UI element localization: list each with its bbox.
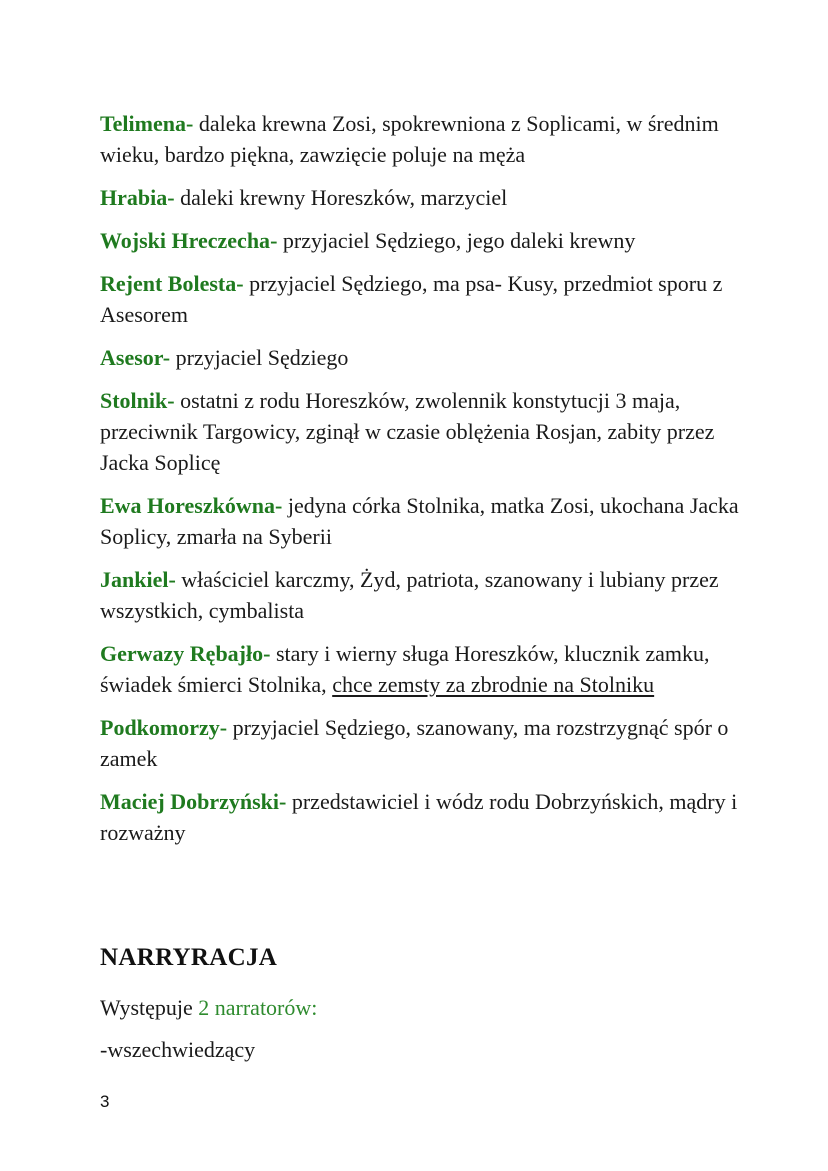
character-entry-telimena bbox=[100, 108, 740, 170]
name-dash: - bbox=[168, 567, 176, 592]
character-name: Gerwazy Rębajło bbox=[100, 641, 264, 666]
character-name: Maciej Dobrzyński bbox=[100, 789, 280, 814]
character-name: Asesor bbox=[100, 345, 163, 370]
character-entry-hrabia bbox=[100, 182, 740, 213]
name-dash: - bbox=[236, 271, 244, 296]
character-name: Telimena bbox=[100, 111, 186, 136]
character-entry-podkomorzy bbox=[100, 712, 740, 774]
character-description: stary i wierny sługa Horeszków, klucznik zamku, świadek śmierci Stolnika, bbox=[100, 641, 710, 697]
character-description: przyjaciel Sędziego, ma psa- Kusy, przedmiot sporu z Asesorem bbox=[100, 271, 723, 327]
character-name: Wojski Hreczecha bbox=[100, 228, 271, 253]
character-name: Hrabia bbox=[100, 185, 168, 210]
name-dash: - bbox=[167, 185, 175, 210]
page-number: 3 bbox=[100, 1092, 110, 1111]
character-entry-gerwazy bbox=[100, 638, 740, 700]
name-dash: - bbox=[167, 388, 175, 413]
name-dash: - bbox=[275, 493, 283, 518]
character-entry-maciej bbox=[100, 786, 740, 848]
character-description: właściciel karczmy, Żyd, patriota, szanowany i lubiany przez wszystkich, cymbalista bbox=[100, 567, 719, 623]
section-heading: NARRYRACJA bbox=[100, 944, 278, 971]
character-entry-stolnik bbox=[100, 385, 740, 478]
character-name: Ewa Horeszkówna bbox=[100, 493, 275, 518]
name-dash: - bbox=[185, 111, 194, 136]
underlined-text: chce zemsty za zbrodnie na Stolniku bbox=[332, 672, 655, 697]
character-entry-rejent bbox=[100, 268, 740, 330]
name-dash: - bbox=[270, 228, 278, 253]
character-description: daleki krewny Horeszków, marzyciel bbox=[174, 185, 508, 210]
character-description: ostatni z rodu Horeszków, zwolennik konstytucji 3 maja, przeciwnik Targowicy, zginął w czasie oblężenia Rosjan, zabity przez Jacka Soplicę bbox=[100, 388, 715, 475]
character-entry-jankiel bbox=[100, 564, 740, 626]
character-entry-ewa bbox=[100, 490, 740, 552]
character-name: Podkomorzy bbox=[100, 715, 220, 740]
name-dash: - bbox=[279, 789, 287, 814]
character-list bbox=[100, 108, 740, 860]
character-description: przedstawiciel i wódz rodu Dobrzyńskich, mądry i rozważny bbox=[100, 789, 738, 845]
character-description: przyjaciel Sędziego, jego daleki krewny bbox=[277, 228, 636, 253]
name-dash: - bbox=[162, 345, 171, 370]
narrator-count-line bbox=[100, 993, 317, 1023]
character-description: przyjaciel Sędziego bbox=[170, 345, 349, 370]
narrator-prefix: Występuje bbox=[100, 995, 199, 1020]
character-description: daleka krewna Zosi, spokrewniona z Soplicami, w średnim wieku, bardzo piękna, zawzięcie poluje na męża bbox=[100, 111, 719, 167]
character-name: Jankiel bbox=[100, 567, 169, 592]
character-entry-asesor bbox=[100, 342, 740, 373]
character-description: jedyna córka Stolnika, matka Zosi, ukochana Jacka Soplicy, zmarła na Syberii bbox=[100, 493, 739, 549]
character-description: przyjaciel Sędziego, szanowany, ma rozstrzygnąć spór o zamek bbox=[100, 715, 729, 771]
name-dash: - bbox=[219, 715, 228, 740]
name-dash: - bbox=[263, 641, 271, 666]
narrator-type-line: -wszechwiedzący bbox=[100, 1037, 256, 1062]
character-entry-wojski bbox=[100, 225, 740, 256]
narrator-count: 2 narratorów bbox=[198, 995, 312, 1020]
narrator-colon: : bbox=[311, 995, 318, 1020]
character-name: Rejent Bolesta bbox=[100, 271, 237, 296]
character-name: Stolnik bbox=[100, 388, 168, 413]
